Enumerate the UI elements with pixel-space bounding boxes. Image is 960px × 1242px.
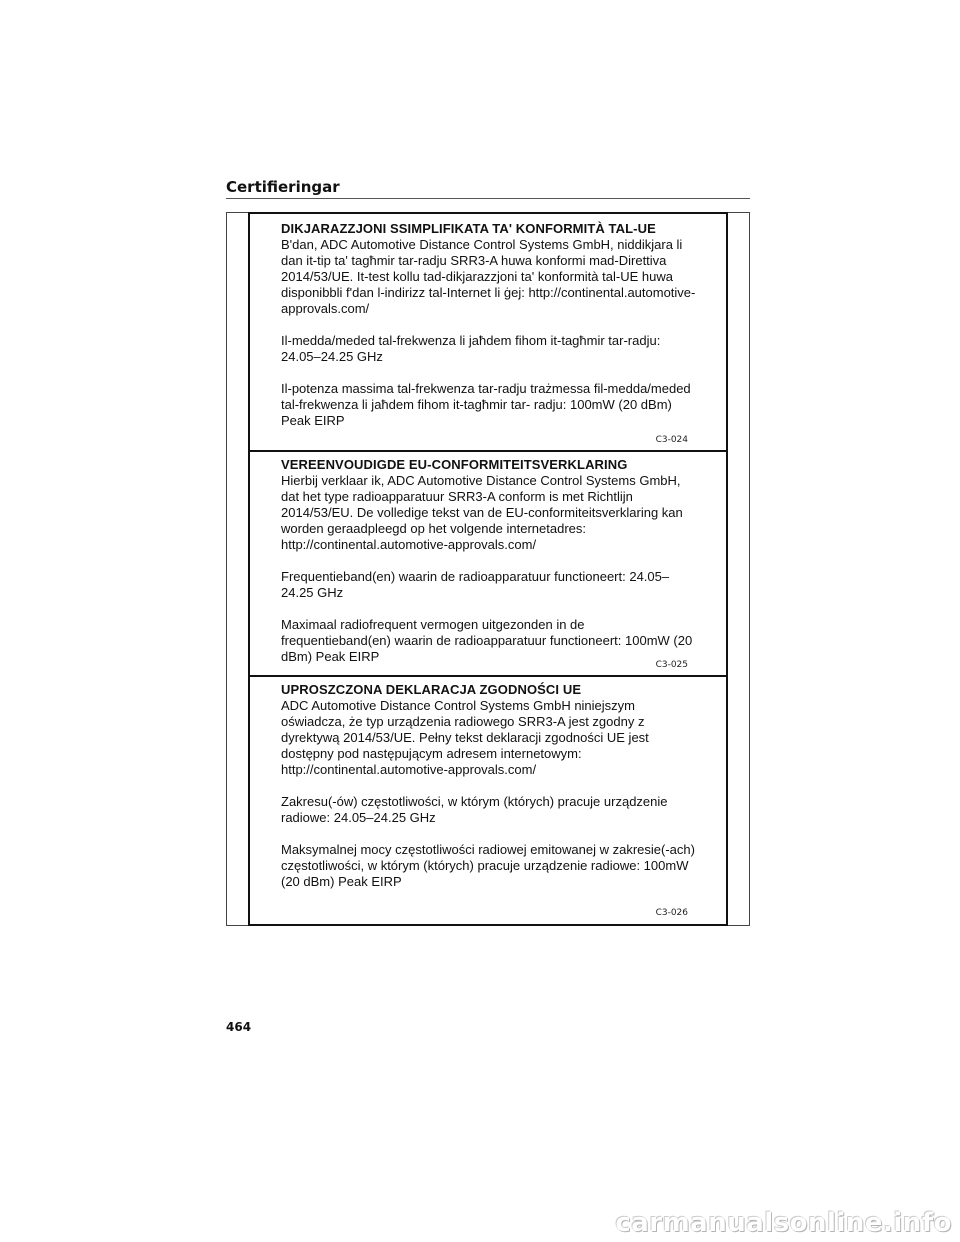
page-number: 464 bbox=[226, 1020, 252, 1034]
declaration-content bbox=[281, 221, 696, 445]
declaration-paragraph: Zakresu(-ów) częstotliwości, w którym (których) pracuje urządzenie radiowe: 24.05–24.25 GHz bbox=[281, 794, 668, 825]
watermark: carmanualsonline.info bbox=[615, 1208, 952, 1238]
declaration-panel-maltese bbox=[248, 212, 728, 451]
declaration-content bbox=[281, 457, 696, 681]
declaration-paragraph: Frequentieband(en) waarin de radioapparatuur functioneert: 24.05–24.25 GHz bbox=[281, 569, 670, 600]
declaration-heading: VEREENVOUDIGDE EU-CONFORMITEITSVERKLARING bbox=[281, 457, 628, 472]
declaration-panel-dutch bbox=[248, 450, 728, 676]
figure-code: C3-026 bbox=[655, 908, 688, 918]
declaration-paragraph: Maximaal radiofrequent vermogen uitgezonden in de frequentieband(en) waarin de radioapparatuur functioneert: 100mW (20 dBm) Peak EIRP bbox=[281, 617, 693, 664]
declaration-paragraph: Hierbij verklaar ik, ADC Automotive Distance Control Systems GmbH, dat het type radioapparatuur SRR3-A conform is met Richtlijn 2014/53/EU. De volledige tekst van de EU-conformiteitsverklaring kan worden geraadpleegd op het volgende internetadres: http://continental.automotive-approvals.com/ bbox=[281, 473, 683, 552]
declaration-content bbox=[281, 682, 696, 906]
figure-code: C3-025 bbox=[655, 660, 688, 670]
title-divider bbox=[226, 198, 750, 199]
declaration-paragraph: Maksymalnej mocy częstotliwości radiowej emitowanej w zakresie(-ach) częstotliwości, w którym (których) pracuje urządzenie radiowe: 100mW (20 dBm) Peak EIRP bbox=[281, 842, 695, 889]
declaration-paragraph: Il-medda/meded tal-frekwenza li jaħdem fihom it-tagħmir tar-radju: 24.05–24.25 GHz bbox=[281, 333, 661, 364]
section-title: Certifieringar bbox=[226, 178, 340, 196]
declaration-heading: UPROSZCZONA DEKLARACJA ZGODNOŚCI UE bbox=[281, 682, 582, 697]
declaration-paragraph: Il-potenza massima tal-frekwenza tar-radju trażmessa fil-medda/meded tal-frekwenza li jaħdem fihom it-tagħmir tar- radju: 100mW (20 dBm) Peak EIRP bbox=[281, 381, 691, 428]
figure-code: C3-024 bbox=[655, 435, 688, 445]
declaration-paragraph: B'dan, ADC Automotive Distance Control Systems GmbH, niddikjara li dan it-tip ta' tagħmir tar-radju SRR3-A huwa konformi mad-Direttiva 2014/53/UE. It-test kollu tad-dikjarazzjoni ta' konformità tal-UE huwa disponibbli f'dan l-indirizz tal-Internet li ġej: http://continental.automotive-approvals.com/ bbox=[281, 237, 696, 316]
declaration-panel-polish bbox=[248, 675, 728, 926]
declaration-heading: DIKJARAZZJONI SSIMPLIFIKATA TA' KONFORMITÀ TAL-UE bbox=[281, 221, 656, 236]
declaration-paragraph: ADC Automotive Distance Control Systems GmbH niniejszym oświadcza, że typ urządzenia radiowego SRR3-A jest zgodny z dyrektywą 2014/53/UE. Pełny tekst deklaracji zgodności UE jest dostępny pod następującym adresem internetowym: http://continental.automotive-approvals.com/ bbox=[281, 698, 649, 777]
